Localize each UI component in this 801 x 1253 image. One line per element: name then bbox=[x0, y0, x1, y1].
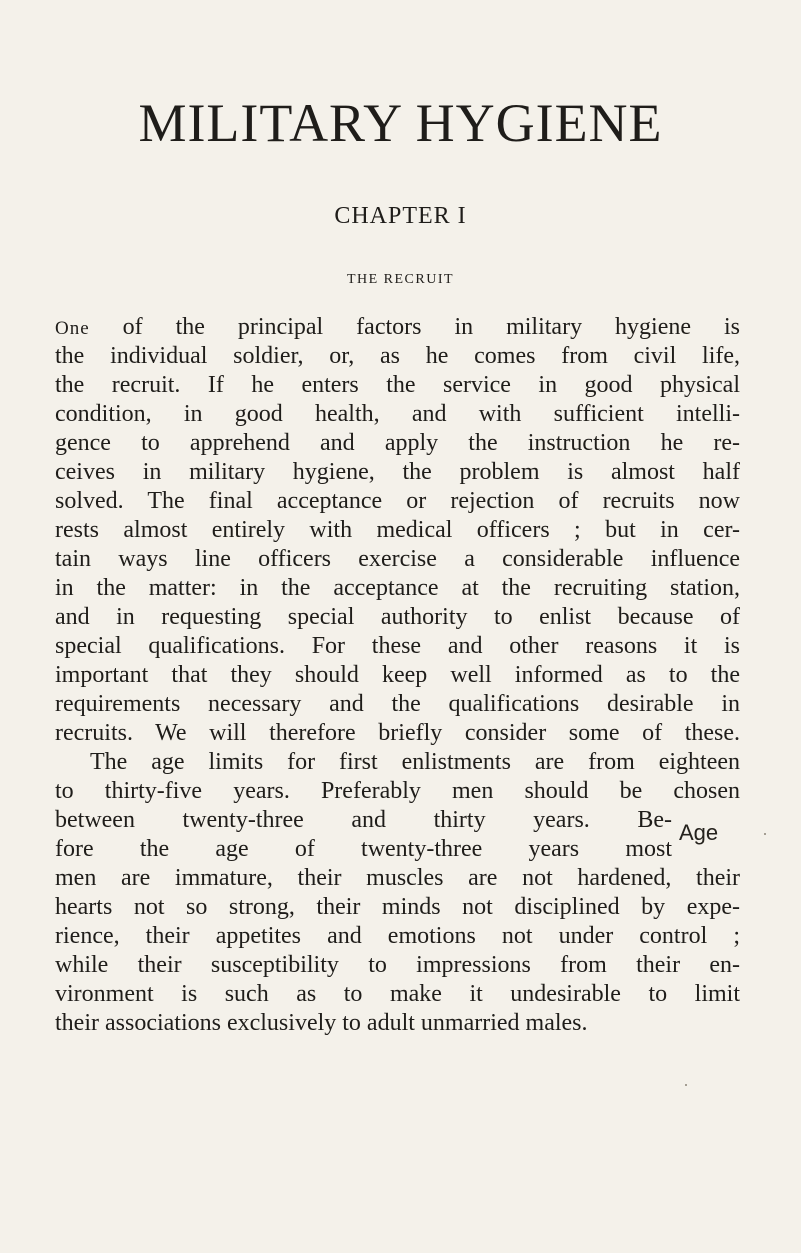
text-line: recruits. We will therefore briefly consider some of these. bbox=[55, 720, 740, 746]
text-line: gence to apprehend and apply the instruction he re- bbox=[55, 430, 740, 456]
text-line bbox=[55, 313, 740, 342]
chapter-heading: CHAPTER I bbox=[334, 203, 467, 229]
text-line: the individual soldier, or, as he comes from civil life, bbox=[55, 343, 740, 369]
margin-note: Age bbox=[679, 820, 719, 845]
text-line: important that they should keep well informed as to the bbox=[55, 662, 740, 688]
text-line: to thirty-five years. Preferably men should be chosen bbox=[55, 778, 740, 804]
text-line: hearts not so strong, their minds not disciplined by expe- bbox=[55, 894, 740, 920]
text-line: requirements necessary and the qualifications desirable in bbox=[55, 691, 740, 717]
text-line: special qualifications. For these and other reasons it is bbox=[55, 633, 740, 659]
text-line: the recruit. If he enters the service in good physical bbox=[55, 372, 740, 398]
text-line: solved. The final acceptance or rejection of recruits now bbox=[55, 488, 740, 514]
text-line: fore the age of twenty-three years most bbox=[55, 836, 672, 862]
text-line: while their susceptibility to impressions from their en- bbox=[55, 952, 740, 978]
text-line: their associations exclusively to adult unmarried males. bbox=[55, 1010, 588, 1036]
paper-speck bbox=[764, 833, 766, 835]
text-line: condition, in good health, and with sufficient intelli- bbox=[55, 401, 740, 427]
text-line: The age limits for first enlistments are from eighteen bbox=[90, 749, 740, 775]
text-line: vironment is such as to make it undesirable to limit bbox=[55, 981, 740, 1007]
text-line: in the matter: in the acceptance at the recruiting station, bbox=[55, 575, 740, 601]
text-line: ceives in military hygiene, the problem is almost half bbox=[55, 459, 740, 485]
text-line: rests almost entirely with medical officers ; but in cer- bbox=[55, 517, 740, 543]
small-caps-lead: One bbox=[55, 318, 90, 339]
text-line: tain ways line officers exercise a considerable influence bbox=[55, 546, 740, 572]
page-title: MILITARY HYGIENE bbox=[138, 93, 663, 153]
section-heading: THE RECRUIT bbox=[346, 272, 455, 287]
text-line: men are immature, their muscles are not hardened, their bbox=[55, 865, 740, 891]
text-line: and in requesting special authority to enlist because of bbox=[55, 604, 740, 630]
text-fragment: of the principal factors in military hygiene is bbox=[89, 314, 740, 340]
text-line: between twenty-three and thirty years. Be- bbox=[55, 807, 672, 833]
paper-speck bbox=[685, 1084, 687, 1086]
text-line: rience, their appetites and emotions not under control ; bbox=[55, 923, 740, 949]
